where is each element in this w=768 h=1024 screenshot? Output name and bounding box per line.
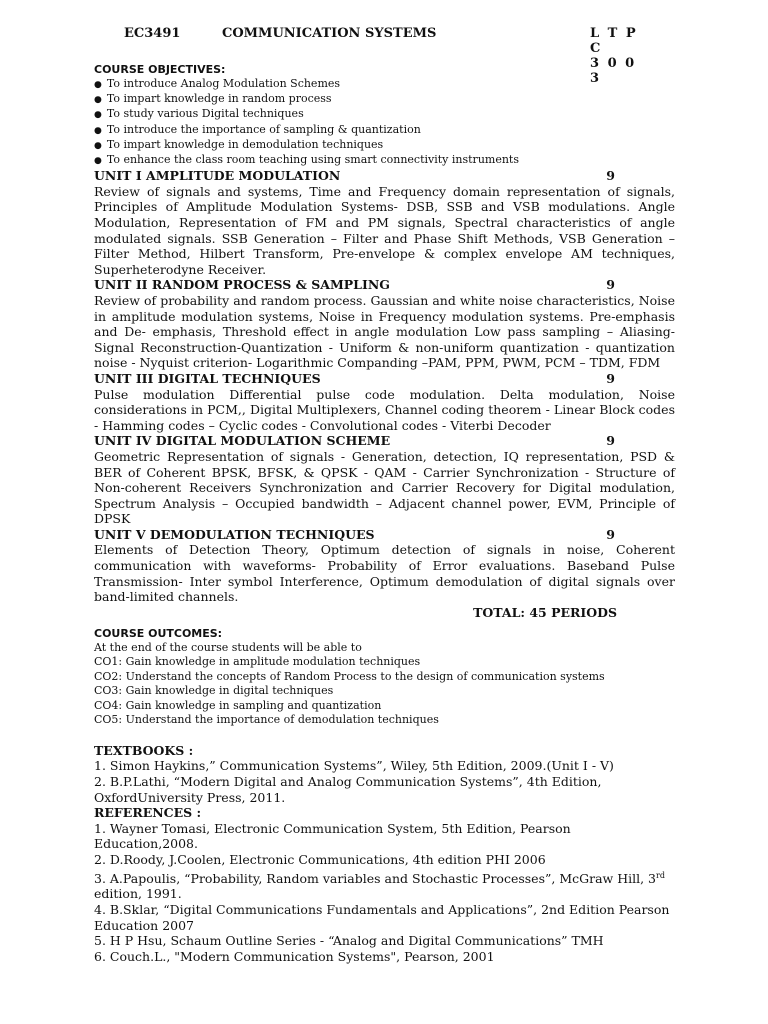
textbook-item: 2. B.P.Lathi, “Modern Digital and Analog Communication Systems”, 4th Edition, OxfordUniversity Press, 2011.	[94, 774, 602, 805]
unit-title: UNIT II RANDOM PROCESS & SAMPLING	[94, 277, 390, 293]
section-spacer	[94, 728, 675, 743]
outcome-item: CO5: Understand the importance of demodulation techniques	[94, 713, 439, 727]
unit-body: Geometric Representation of signals - Generation, detection, IQ representation, PSD & BER of Coherent BPSK, BFSK, & QPSK - QAM - Carrier Synchronization - Structure of Non-coherent Receivers Synchronization and Carrier Recovery for Digital modulation, Spectrum Analysis – Occupied bandwidth – Adjacent channel power, EVM, Principle of DPSK	[94, 448, 675, 527]
textbooks-heading: TEXTBOOKS :	[94, 742, 194, 758]
reference-item: 5. H P Hsu, Schaum Outline Series - “Analog and Digital Communications” TMH	[94, 933, 604, 949]
reference-item: 4. B.Sklar, “Digital Communications Fundamentals and Applications”, 2nd Edition Pearson Education 2007	[94, 901, 670, 933]
unit-title: UNIT IV DIGITAL MODULATION SCHEME	[94, 433, 391, 449]
unit-title: UNIT V DEMODULATION TECHNIQUES	[94, 526, 375, 542]
references-heading: REFERENCES :	[94, 805, 202, 821]
reference-text: 3. A.Papoulis, “Probability, Random variables and Stochastic Processes”, McGraw Hill, 3	[94, 870, 657, 886]
unit-heading	[94, 371, 675, 387]
unit-3	[94, 371, 675, 433]
unit-heading	[94, 168, 675, 184]
unit-body: Pulse modulation Differential pulse code modulation. Delta modulation, Noise considerations in PCM,, Digital Multiplexers, Channel coding theorem - Linear Block codes - Hamming codes – Cyclic codes - Convolutional codes - Viterbi Decoder	[94, 386, 675, 433]
unit-hours: 9	[606, 277, 615, 293]
unit-4	[94, 433, 675, 527]
outcome-item: CO1: Gain knowledge in amplitude modulation techniques	[94, 655, 421, 669]
outcomes-intro: At the end of the course students will be able to	[94, 640, 362, 654]
course-code: EC3491	[124, 26, 181, 41]
objectives-heading: COURSE OBJECTIVES:	[94, 63, 226, 76]
textbook-item: 1. Simon Haykins,” Communication Systems”, Wiley, 5th Edition, 2009.(Unit I - V)	[94, 758, 614, 774]
ltpc-label: L T P C	[590, 26, 638, 56]
unit-heading	[94, 527, 675, 543]
unit-heading	[94, 433, 675, 449]
unit-hours: 9	[606, 370, 615, 386]
total-periods: TOTAL: 45 PERIODS	[473, 604, 617, 620]
unit-body: Elements of Detection Theory, Optimum detection of signals in noise, Coherent communication with waveforms- Probability of Error evaluations. Baseband Pulse Transmission- Inter symbol Interference, Optimum demodulation of digital signals over band-limited channels.	[94, 542, 675, 605]
outcome-item: CO3: Gain knowledge in digital techniques	[94, 684, 334, 698]
syllabus-content	[94, 63, 675, 964]
reference-text: edition, 1991.	[94, 886, 182, 902]
unit-1	[94, 168, 675, 277]
unit-hours: 9	[606, 526, 615, 542]
unit-title: UNIT I AMPLITUDE MODULATION	[94, 168, 341, 184]
outcome-item: CO4: Gain knowledge in sampling and quantization	[94, 698, 382, 712]
objective-item: ● To study various Digital techniques	[94, 107, 675, 122]
course-title: COMMUNICATION SYSTEMS	[222, 26, 437, 41]
unit-5	[94, 527, 675, 605]
unit-title: UNIT III DIGITAL TECHNIQUES	[94, 370, 321, 386]
unit-body: Review of probability and random process. Gaussian and white noise characteristics, Noise in amplitude modulation systems, Noise in Frequency modulation systems. Pre-emphasis and De- emphasis, Threshold effect in angle modulation Low pass sampling – Aliasing- Signal Reconstruction-Quantization - Uniform & non-uniform quantization - quantization noise - Nyquist criterion- Logarithmic Companding –PAM, PPM, PWM, PCM – TDM, FDM	[94, 292, 675, 371]
reference-superscript: rd	[656, 870, 665, 880]
reference-item	[94, 868, 675, 902]
reference-item: 2. D.Roody, J.Coolen, Electronic Communications, 4th edition PHI 2006	[94, 852, 546, 867]
objectives-list	[94, 77, 675, 168]
objective-item: ● To impart knowledge in demodulation techniques	[94, 138, 675, 153]
objective-item: ● To enhance the class room teaching using smart connectivity instruments	[94, 153, 675, 168]
unit-heading	[94, 277, 675, 293]
unit-hours: 9	[606, 168, 615, 184]
unit-body: Review of signals and systems, Time and Frequency domain representation of signals, Principles of Amplitude Modulation Systems- DSB, SSB and VSB modulations. Angle Modulation, Representation of FM and PM signals, Spectral characteristics of angle modulated signals. SSB Generation – Filter and Phase Shift Methods, VSB Generation – Filter Method, Hilbert Transform, Pre-envelope & complex envelope AM techniques, Superheterodyne Receiver.	[94, 183, 675, 277]
objective-item: ● To introduce Analog Modulation Schemes	[94, 77, 675, 92]
reference-item: 1. Wayner Tomasi, Electronic Communication System, 5th Edition, Pearson Education,2008.	[94, 820, 571, 852]
objective-item: ● To introduce the importance of sampling & quantization	[94, 123, 675, 138]
outcomes-heading: COURSE OUTCOMES:	[94, 626, 223, 640]
ltpc-values: 3 0 0 3	[590, 56, 637, 86]
objective-item: ● To impart knowledge in random process	[94, 92, 675, 107]
outcome-item: CO2: Understand the concepts of Random Process to the design of communication systems	[94, 669, 605, 683]
unit-hours: 9	[606, 433, 615, 449]
unit-2	[94, 277, 675, 371]
reference-item: 6. Couch.L., "Modern Communication Systems", Pearson, 2001	[94, 948, 495, 964]
